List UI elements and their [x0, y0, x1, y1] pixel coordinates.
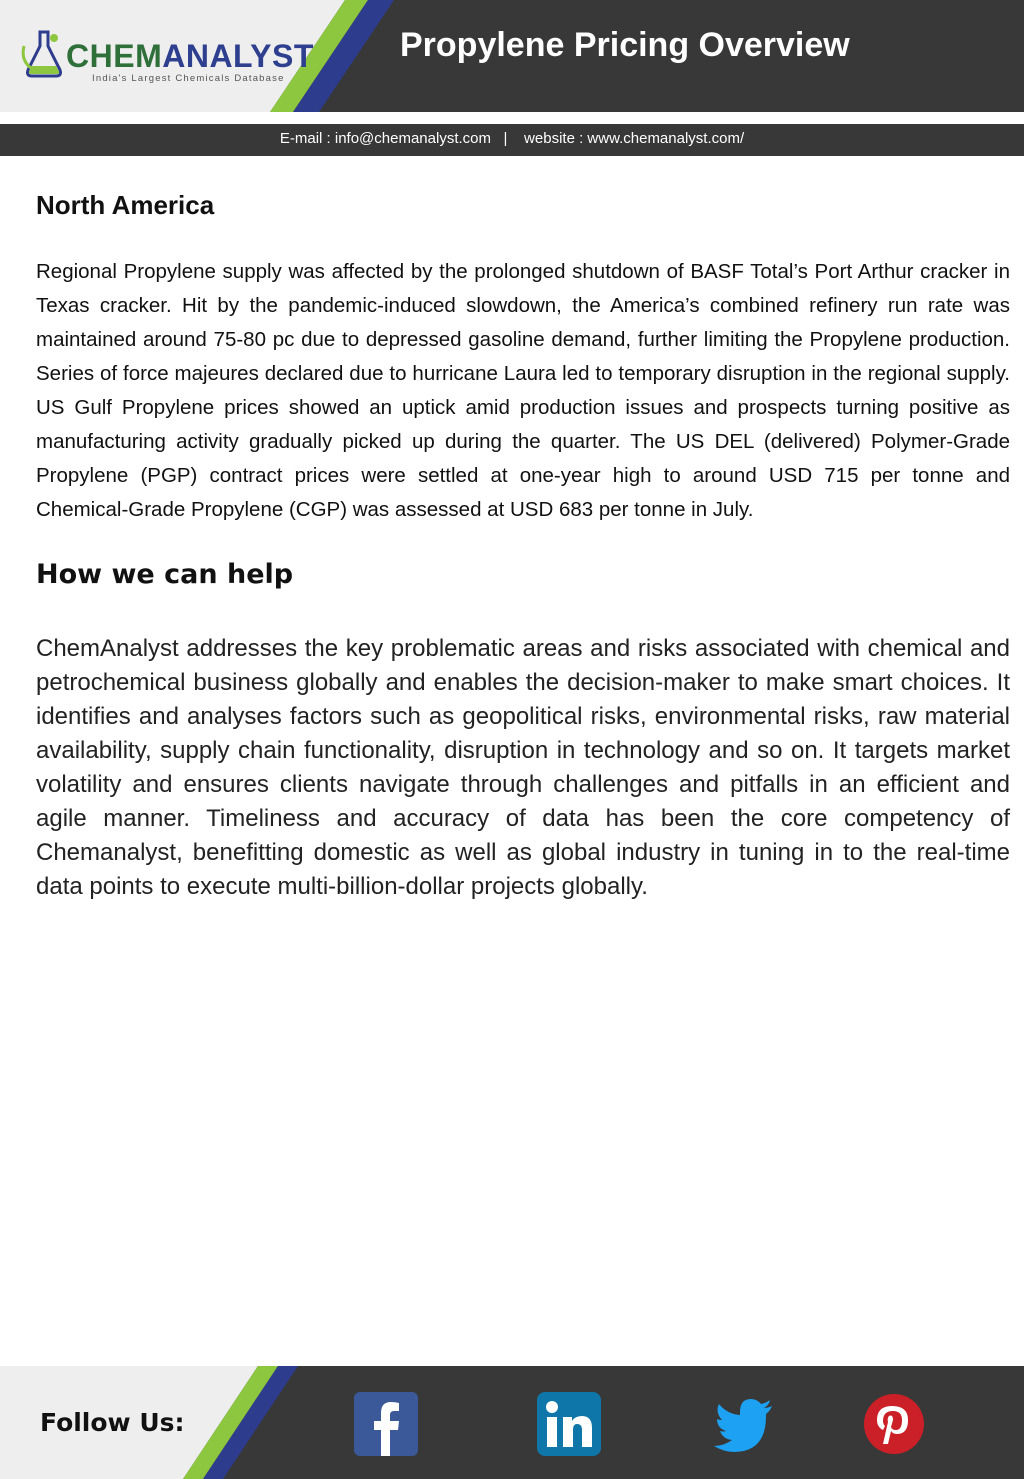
follow-us-label: Follow Us: [40, 1408, 185, 1437]
section-body-how-we-can-help: ChemAnalyst addresses the key problematic areas and risks associated with chemical and petrochemical business globally and enables the decision-maker to make smart choices. It identifies and analyses factors such as geopolitical risks, environmental risks, raw material availability, supply chain functionality, disruption in technology and so on. It targets market volatility and ensures clients navigate through challenges and pitfalls in an efficient and agile manner. Timeliness and accuracy of data has been the core competency of Chemanalyst, benefitting domestic as well as global industry in tuning in to the real-time data points to execute multi-billion-dollar projects globally. [36, 635, 1010, 900]
linkedin-icon[interactable] [537, 1392, 601, 1456]
footer-bar [0, 1366, 1024, 1479]
section-heading-how-we-can-help: How we can help [36, 559, 294, 590]
flask-logo-icon [18, 26, 70, 82]
section-heading-north-america: North America [36, 190, 215, 220]
section-body-north-america: Regional Propylene supply was affected by the prolonged shutdown of BASF Total’s Port Arthur cracker in Texas cracker. Hit by the pandemic-induced slowdown, the America’s combined refinery run rate was maintained around 75-80 pc due to depressed gasoline demand, further limiting the Propylene production. Series of force majeures declared due to hurricane Laura led to temporary disruption in the regional supply. US Gulf Propylene prices showed an uptick amid production issues and prospects turning positive as manufacturing activity gradually picked up during the quarter. The US DEL (delivered) Polymer-Grade Propylene (PGP) contract prices were settled at one-year high to around USD 715 per tonne and Chemical-Grade Propylene (CGP) was assessed at USD 683 per tonne in July. [36, 260, 1010, 521]
header-bar [0, 0, 1024, 112]
contact-bar[interactable]: E-mail : info@chemanalyst.com | website : www.chemanalyst.com/ [0, 124, 1024, 156]
facebook-icon[interactable] [354, 1392, 418, 1456]
logo-tagline: India's Largest Chemicals Database [92, 73, 285, 84]
twitter-icon[interactable] [712, 1392, 776, 1456]
logo-wordmark[interactable] [66, 38, 314, 75]
main-content [36, 190, 1010, 904]
logo-prefix: CHEM [66, 38, 163, 74]
pinterest-icon[interactable] [862, 1392, 926, 1456]
logo-suffix: ANALYST [162, 38, 314, 74]
page-title: Propylene Pricing Overview [400, 26, 850, 64]
